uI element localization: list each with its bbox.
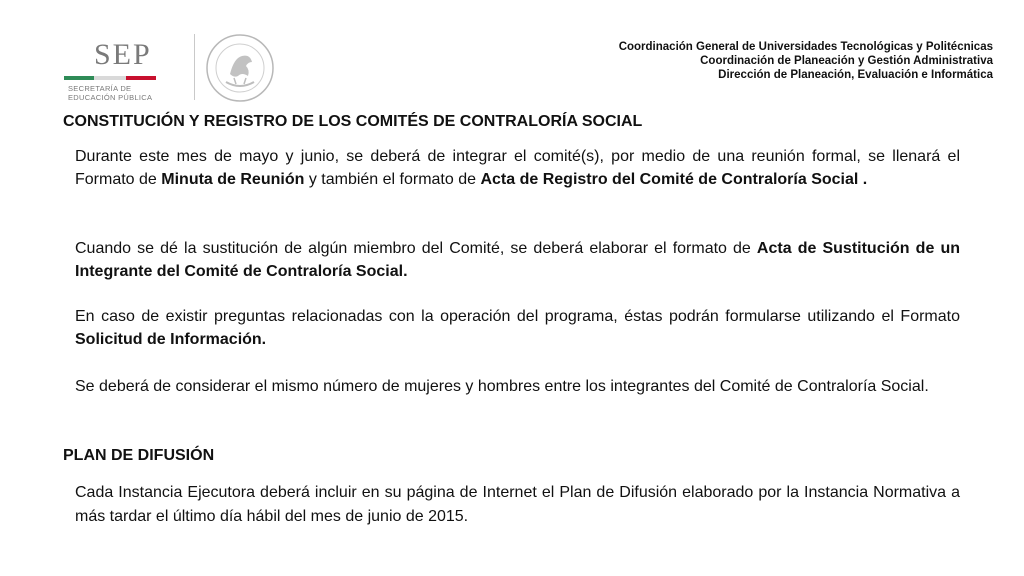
paragraph-preguntas-text-a: En caso de existir preguntas relacionadas con la operación del programa, éstas podrán formularse utilizando el Formato — [75, 308, 960, 325]
minuta-de-reunion-bold: Minuta de Reunión — [161, 170, 305, 188]
header-line-1: Coordinación General de Universidades Tecnológicas y Politécnicas — [618, 41, 993, 53]
logo-divider — [194, 34, 195, 100]
acta-de-sustitucion-bold: Acta de Sustitución de un Integrante del Comité de Contraloría Social. — [75, 240, 960, 280]
sep-subtitle-line1: SECRETARÍA DE — [68, 84, 132, 93]
solicitud-de-informacion-bold: Solicitud de Información. — [75, 330, 267, 348]
sep-tricolor-line — [64, 76, 156, 80]
paragraph-equidad: Se deberá de considerar el mismo número de mujeres y hombres entre los integrantes del Comité de Contraloría Social. — [75, 378, 929, 395]
header-line-3: Dirección de Planeación, Evaluación e Informática — [718, 69, 993, 81]
paragraph-integracion-text-a: Durante este mes de mayo y junio, se deberá de integrar el comité(s), por medio de una reunión formal, se llenará el Formato de — [75, 148, 960, 188]
sep-subtitle-line2: EDUCACIÓN PÚBLICA — [68, 93, 153, 102]
section-title-constitucion: CONSTITUCIÓN Y REGISTRO DE LOS COMITÉS DE CONTRALORÍA SOCIAL — [63, 113, 643, 130]
sep-logo — [62, 30, 282, 110]
section-title-plan-difusion: PLAN DE DIFUSIÓN — [63, 447, 215, 464]
mexican-coat-of-arms-seal-icon — [204, 32, 276, 104]
paragraph-plan-difusion: Cada Instancia Ejecutora deberá incluir en su página de Internet el Plan de Difusión elaborado por la Instancia Normativa a más tardar el último día hábil del mes de junio de 2015. — [75, 484, 960, 525]
paragraph-integracion — [75, 146, 960, 191]
paragraph-preguntas — [75, 306, 960, 351]
header-line-2: Coordinación de Planeación y Gestión Administrativa — [700, 55, 993, 67]
sep-logo-subtitle — [68, 84, 178, 102]
paragraph-sustitucion — [75, 238, 960, 283]
sep-logo-text: SEP — [94, 38, 152, 71]
paragraph-integracion-text-c: y también el formato de — [304, 170, 481, 188]
header-institution-lines — [619, 40, 993, 82]
acta-de-registro-bold: Acta de Registro del Comité de Contraloría Social . — [480, 170, 868, 188]
paragraph-sustitucion-text-a: Cuando se dé la sustitución de algún miembro del Comité, se deberá elaborar el formato de — [75, 240, 757, 257]
